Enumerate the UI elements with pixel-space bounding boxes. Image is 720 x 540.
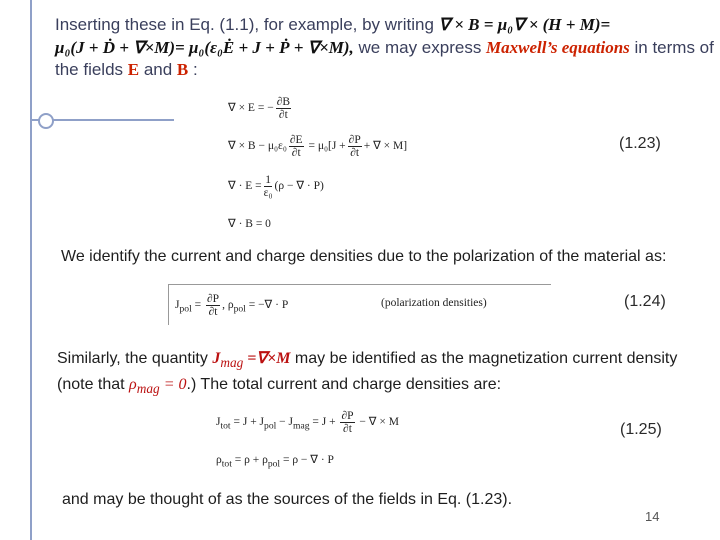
jmag-sub: mag xyxy=(220,355,244,371)
intro-text-1: Inserting these in Eq. (1.1), for example, by writing xyxy=(55,15,439,34)
eq-curl-e-den: ∂t xyxy=(278,109,288,121)
eq-curl-b-num: ∂E xyxy=(289,134,303,146)
equation-number-1-24: (1.24) xyxy=(624,293,666,310)
eq-jtot-num: ∂P xyxy=(341,410,354,422)
polarization-densities-image xyxy=(168,284,551,325)
slide-vertical-rule xyxy=(30,0,32,540)
eq-jtot-jmag-sub: mag xyxy=(293,420,310,432)
eq-jpol-den: ∂t xyxy=(208,306,218,318)
eq-rhotot xyxy=(216,452,334,469)
eq-jtot-mid: = J + xyxy=(309,416,339,429)
eq-polarization xyxy=(175,293,288,318)
maxwell-equations-image xyxy=(228,92,473,232)
eq-jtot-jmag: − J xyxy=(276,416,293,429)
eq-curl-b-den2: ∂t xyxy=(350,147,360,159)
jmag-symbol: J xyxy=(212,350,221,367)
eq-jtot xyxy=(216,410,399,435)
eq-jtot-den: ∂t xyxy=(343,423,352,435)
field-b-label: B xyxy=(176,60,189,79)
total-densities-image xyxy=(212,402,477,472)
eq-rhopol-rhs: = −∇ · P xyxy=(245,299,289,312)
field-e-label: E xyxy=(127,60,140,79)
polarization-paragraph: We identify the current and charge densities due to the polarization of the material as: xyxy=(61,248,667,265)
eq-rhotot-rhopol: = ρ + ρ xyxy=(231,454,268,466)
eq-div-e-num: 1 xyxy=(265,174,271,186)
eq-curl-b-rhs: + ∇ × M] xyxy=(363,140,408,153)
eq-rhopol: , ρ xyxy=(222,299,234,312)
eq-rhopol-sub: pol xyxy=(233,303,246,315)
eq-rhotot-rhs: = ρ − ∇ · P xyxy=(280,454,334,466)
eq-curl-b-num2: ∂P xyxy=(348,134,361,146)
eq-curl-b xyxy=(228,134,407,159)
eq-rhotot-lhs: ρ xyxy=(216,454,222,466)
eq-curl-b-den: ∂t xyxy=(291,147,301,159)
intro-formula-1: ∇ × B = μ₀∇ × (H + M)= xyxy=(438,15,611,34)
eq-rhotot-rhopol-sub: pol xyxy=(267,458,281,470)
page-number: 14 xyxy=(645,509,660,524)
equation-number-1-23: (1.23) xyxy=(619,135,661,152)
eq-jpol-eq: = xyxy=(191,299,204,312)
intro-paragraph xyxy=(55,14,715,82)
intro-text-3: in terms of the fields xyxy=(55,37,714,79)
intro-colon: : xyxy=(188,60,198,79)
eq-div-e-lhs: ∇ · E = xyxy=(228,180,262,193)
eq-jtot-jpol: = J + J xyxy=(230,416,265,429)
polarization-densities-note: (polarization densities) xyxy=(381,297,487,309)
magnetization-text-1: Similarly, the quantity xyxy=(57,350,213,367)
sources-paragraph: and may be thought of as the sources of the fields in Eq. (1.23). xyxy=(62,491,513,508)
rhomag-zero: = 0 xyxy=(159,376,187,394)
eq-jtot-jpol-sub: pol xyxy=(264,420,277,432)
equation-number-1-25: (1.25) xyxy=(620,421,662,438)
intro-text-2: we may express xyxy=(353,37,487,57)
eq-curl-e xyxy=(228,96,293,121)
eq-div-e xyxy=(228,174,324,199)
maxwell-equations-label: Maxwell’s equations xyxy=(486,37,630,57)
intro-formula-2: μ₀(J + Ḋ + ∇×M)= μ₀(ε₀Ė + J + Ṗ + ∇×M), xyxy=(55,37,354,57)
curl-m-formula: =∇×M xyxy=(243,350,291,367)
eq-div-b: ∇ · B = 0 xyxy=(228,218,271,230)
eq-jtot-rhs: − ∇ × M xyxy=(356,416,399,429)
rhomag-sub: mag xyxy=(136,381,160,397)
eq-jpol-sub: pol xyxy=(179,303,192,315)
eq-jpol: J xyxy=(175,299,180,312)
eq-rhotot-sub: tot xyxy=(221,458,232,470)
eq-curl-b-mid: = μ₀[J + xyxy=(305,140,346,153)
eq-curl-e-lhs: ∇ × E = − xyxy=(228,102,274,115)
eq-curl-b-lhs: ∇ × B − μ₀ε₀ xyxy=(228,140,287,153)
rhomag-symbol: ρ xyxy=(129,376,137,394)
magnetization-text-3: .) The total current and charge densities are: xyxy=(186,376,502,394)
eq-div-e-den: ε₀ xyxy=(263,187,273,199)
eq-jpol-num: ∂P xyxy=(206,293,220,305)
eq-jtot-sub: tot xyxy=(220,420,231,432)
eq-div-e-rhs: (ρ − ∇ · P) xyxy=(274,180,324,193)
intro-and: and xyxy=(139,60,177,79)
slide-rule-ornament xyxy=(38,113,54,129)
magnetization-text-2: may be identified as the magnetization current density (note that xyxy=(57,350,678,394)
eq-jtot-lhs: J xyxy=(216,416,221,429)
magnetization-paragraph xyxy=(57,348,717,400)
eq-curl-e-num: ∂B xyxy=(276,96,291,108)
